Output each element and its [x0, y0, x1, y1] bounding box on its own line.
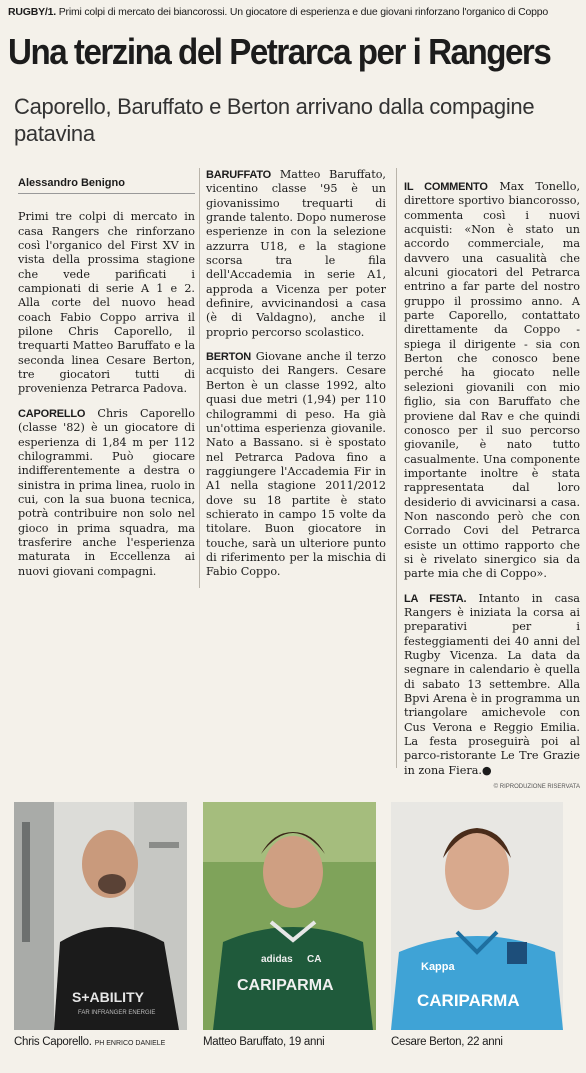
byline: Alessandro Benigno: [18, 176, 195, 194]
caporello-text: Chris Caporello (classe '82) è un giocatore di esperienza di 1,84 m per 112 chilogrammi. Può giocare indifferentemente a destra o sinistra in prima linea, ruolo in cui, con la sua buona tecnica, potrà contribuire non solo nel gioco in prima squadra, ma trasferire anche l'esperienza maturata in Eccellenza ai nuovi giovani compagni.: [18, 406, 195, 578]
baruffato-lead: BARUFFATO: [206, 169, 272, 181]
caption-caporello: [14, 1036, 165, 1048]
photo-baruffato: [203, 802, 376, 1030]
kicker-section: RUGBY/1.: [8, 6, 56, 18]
caporello-lead: CAPORELLO: [18, 407, 86, 420]
intro-paragraph: Primi tre colpi di mercato in casa Rangers che rinforzano così l'organico del First XV in vista della prossima stagione che vede parificati i campionati di serie A 1 e 2. Alla corte del nuovo head coach Fabio Coppo arriva il pilone Chris Caporello, il trequarti Matteo Baruffato e la seconda linea Cesare Berton, tre giocatori tutti di provenienza Petrarca Padova.: [18, 210, 195, 396]
photo-berton: [391, 802, 563, 1030]
kicker-text: Primi colpi di mercato dei biancorossi. Un giocatore di esperienza e due giovani rinforzano l'organico di Coppo: [58, 6, 549, 18]
berton-paragraph: [206, 350, 386, 580]
shirt1-logo-text: S+ABILITY: [72, 989, 144, 1005]
festa-paragraph: [404, 592, 580, 778]
shirt3-brand-text: Kappa: [421, 961, 455, 973]
comment-text: Max Tonello, direttore sportivo biancorosso, commenta così i nuovi acquisti: «Non è stato un accordo commerciale, ma davvero una casualità che alcuni giocatori del Petrarca entrino a far parte del nostro gruppo il prossimo anno. A parte Caporello, contattato direttamente da Coppo - spiega il dirigente - sia con Berton che conosco bene perché ha giocato nelle selezioni giovanili con mio figlio, sia con Baruffato che proviene dal Rav e che quindi conosco per il suo percorso giovanile, è nato tutto casualmente. Una componente importante inoltre è stata rappresentata dal loro desiderio di avvicinarsi a casa. Non nascondo però che con Corrado Covi del Petrarca esiste un ottimo rapporto che si è rivelato sinergico sia da parte mia che di Coppo».: [404, 180, 581, 581]
shirt3-sponsor-text: CARIPARMA: [417, 991, 520, 1010]
festa-text: Intanto in casa Rangers è iniziata la corsa ai preparativi per i festeggiamenti dei 40 anni del Rugby Vicenza. La data da segnare in calendario è quella di sabato 13 settembre. Alla Bpvi Arena è in programma un triangolare amichevole con Cus Verona e Reggio Emilia. La festa proseguirà poi al parco-ristorante Le Tre Grazie in zona Fiera.●: [404, 591, 580, 777]
caption-berton: Cesare Berton, 22 anni: [391, 1036, 503, 1048]
caption-baruffato: Matteo Baruffato, 19 anni: [203, 1036, 325, 1048]
photo-caporello: [14, 802, 187, 1030]
shirt2-logo-text: CA: [307, 954, 322, 965]
copyright-note: © RIPRODUZIONE RISERVATA: [493, 784, 580, 791]
headline: Una terzina del Petrarca per i Rangers: [8, 31, 551, 72]
comment-lead: IL COMMENTO: [404, 181, 488, 193]
berton-text: Giovane anche il terzo acquisto dei Rangers. Cesare Berton è un classe 1992, alto quasi due metri (1,94) per 110 chilogrammi di peso. Ha già un'ottima esperienza giovanile. Nato a Bassano. si è spostato nel Petrarca Padova fino a raggiungere l'Accademia Fir in A1 nella stagione 2011/2012 dove su 18 partite è stato schierato in campo 15 volte da titolare. Buon giocatore in touche, sarà un ulteriore punto di riferimento per la mischia di Fabio Coppo.: [206, 350, 386, 579]
kicker: [8, 6, 580, 18]
baruffato-paragraph: [206, 168, 386, 340]
column-divider-1: [199, 168, 200, 588]
festa-lead: LA FESTA.: [404, 592, 467, 605]
article-column-2: [206, 168, 386, 590]
shirt2-brand-text: adidas: [261, 954, 293, 965]
column-divider-2: [396, 168, 397, 768]
comment-paragraph: [404, 180, 580, 582]
subhead: Caporello, Baruffato e Berton arrivano dalla compagine patavina: [14, 94, 535, 146]
baruffato-text: Matteo Baruffato, vicentino classe '95 è un giovanissimo trequarti di grande talento. Dopo numerose esperienze in con la selezione azzurra U18, e la stagione scorsa tra le fila dell'Accademia in serie A1, approda a Vicenza per poter definire, avvicinandosi a casa (è di Valdagno), anche il proprio percorso scolastico.: [206, 168, 386, 339]
article-column-3: [404, 180, 580, 794]
caption-caporello-name: Chris Caporello.: [14, 1036, 92, 1048]
caporello-paragraph: [18, 407, 195, 579]
shirt1-logo-subtext: FAR INFRANGER ENERGIE: [78, 1010, 156, 1016]
berton-lead: BERTON: [206, 351, 252, 364]
article-column-1: [18, 176, 195, 589]
shirt2-sponsor-text: CARIPARMA: [237, 977, 334, 994]
photo-credit: PH ENRICO DANIELE: [94, 1040, 166, 1047]
